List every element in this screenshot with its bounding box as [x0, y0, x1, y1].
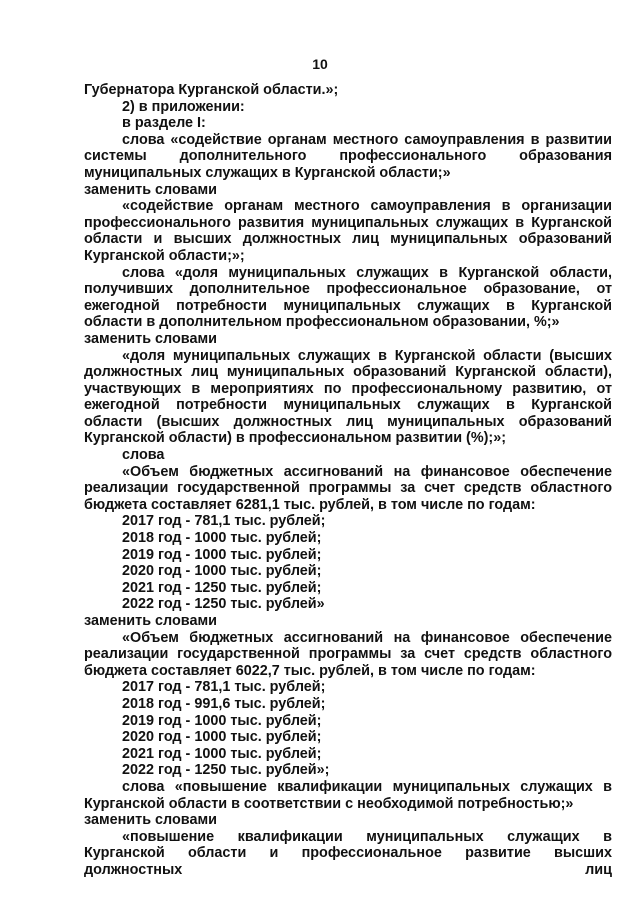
paragraph-p18: заменить словами — [84, 613, 217, 629]
paragraph-p05: заменить словами — [84, 181, 217, 198]
paragraph-p01: Губернатора Курганской области.»; — [84, 82, 339, 98]
paragraph-p09: «доля муниципальных служащих в Курганской области (высших должностных лиц муниципальных образований Курганской области), участвующих в мероприятиях по профессиональному развитию, от ежегодной потребности муниципальных служащих в Курганской области (высших должностных лиц муниципальных образований Курганской области) в профессиональном развитии (%);»; — [84, 347, 612, 447]
paragraph-p17: 2022 год - 1250 тыс. рублей» — [122, 596, 325, 613]
page-number: 10 — [312, 56, 328, 72]
paragraph-p23: 2020 год - 1000 тыс. рублей; — [122, 729, 322, 746]
paragraph-p28: «повышение квалификации муниципальных служащих в Курганской области и профессиональное развитие высших должностных лиц — [84, 828, 612, 878]
paragraph-p02: 2) в приложении: — [122, 98, 245, 115]
paragraph-p25: 2022 год - 1250 тыс. рублей»; — [122, 762, 330, 779]
paragraph-p04: слова «содействие органам местного самоуправления в развитии системы дополнительного профессионального образования муниципальных служащих в Курганской области;» — [84, 131, 612, 181]
paragraph-p15: 2020 год - 1000 тыс. рублей; — [122, 563, 322, 580]
paragraph-p10: слова — [122, 447, 165, 464]
paragraph-p11: «Объем бюджетных ассигнований на финансовое обеспечение реализации государственной программы за счет средств областного бюджета составляет 6281,1 тыс. рублей, в том числе по годам: — [84, 463, 612, 513]
paragraph-p07: слова «доля муниципальных служащих в Курганской области, получивших дополнительное профессиональное образование, от ежегодной потребности муниципальных служащих в Курганской области в дополнительном профессиональном образовании, %;» — [84, 264, 612, 331]
paragraph-p13: 2018 год - 1000 тыс. рублей; — [122, 530, 322, 547]
paragraph-p21: 2018 год - 991,6 тыс. рублей; — [122, 695, 326, 712]
paragraph-p16: 2021 год - 1250 тыс. рублей; — [122, 579, 322, 596]
paragraph-p26: слова «повышение квалификации муниципальных служащих в Курганской области в соответствии с необходимой потребностью;» — [84, 778, 612, 812]
paragraph-p22: 2019 год - 1000 тыс. рублей; — [122, 712, 322, 729]
paragraph-p12: 2017 год - 781,1 тыс. рублей; — [122, 513, 326, 530]
paragraph-p06: «содействие органам местного самоуправления в организации профессионального развития муниципальных служащих в Курганской области и высших должностных лиц муниципальных образований Курганской области;»; — [84, 198, 612, 264]
document-body — [84, 82, 612, 879]
paragraph-p19: «Объем бюджетных ассигнований на финансовое обеспечение реализации государственной программы за счет средств областного бюджета составляет 6022,7 тыс. рублей, в том числе по годам: — [84, 629, 612, 679]
paragraph-p27: заменить словами — [84, 812, 217, 829]
paragraph-p03: в разделе I: — [122, 115, 206, 132]
paragraph-p08: заменить словами — [84, 330, 217, 347]
paragraph-p24: 2021 год - 1000 тыс. рублей; — [122, 745, 322, 762]
paragraph-p20: 2017 год - 781,1 тыс. рублей; — [122, 679, 326, 696]
paragraph-p14: 2019 год - 1000 тыс. рублей; — [122, 546, 322, 563]
